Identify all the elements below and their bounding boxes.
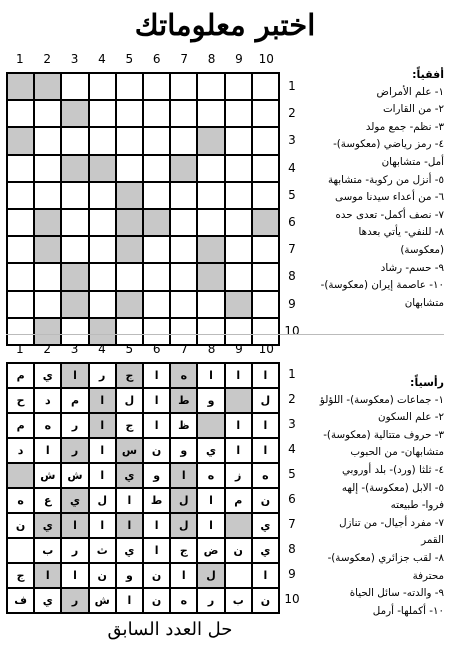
solution-cell: ل — [170, 513, 197, 538]
solution-cell: ي — [252, 513, 279, 538]
answer-cell[interactable] — [197, 182, 224, 209]
solution-cell — [7, 463, 34, 488]
puzzle-grid — [6, 72, 280, 346]
crossword-puzzle — [6, 50, 280, 328]
answer-cell[interactable] — [34, 182, 61, 209]
answer-cell[interactable] — [89, 73, 116, 100]
across-heading: أفقياً: — [412, 68, 444, 81]
blocked-cell — [116, 209, 143, 236]
solution-cell: ي — [34, 363, 61, 388]
solution-cell: ا — [225, 413, 252, 438]
solution-cell: ا — [89, 413, 116, 438]
solution-cell: ر — [61, 413, 88, 438]
puzzle-row-number: 3 — [288, 133, 296, 148]
answer-cell[interactable] — [252, 155, 279, 182]
solution-cell: ا — [34, 563, 61, 588]
answer-cell[interactable] — [61, 209, 88, 236]
answer-cell[interactable] — [225, 209, 252, 236]
puzzle-column-number: 8 — [207, 52, 216, 66]
solution-cell: و — [143, 463, 170, 488]
puzzle-column-number: 3 — [70, 52, 79, 66]
column-numbers — [6, 50, 280, 68]
answer-cell[interactable] — [7, 291, 34, 318]
solution-cell: ض — [197, 538, 224, 563]
solution-cell: م — [7, 413, 34, 438]
solution-cell: ه — [34, 413, 61, 438]
solution-cell: ه — [170, 363, 197, 388]
answer-cell[interactable] — [170, 100, 197, 127]
puzzle-row-number: 10 — [284, 323, 300, 338]
solution-cell: ل — [252, 388, 279, 413]
solution-cell: ه — [7, 488, 34, 513]
answer-cell[interactable] — [170, 291, 197, 318]
puzzle-row-number: 2 — [288, 106, 296, 121]
answer-cell[interactable] — [170, 263, 197, 290]
answer-cell[interactable] — [61, 73, 88, 100]
solution-cell: ر — [61, 588, 88, 613]
solution-cell: ن — [7, 513, 34, 538]
answer-cell[interactable] — [225, 127, 252, 154]
answer-cell[interactable] — [197, 73, 224, 100]
solution-row-number: 9 — [288, 567, 296, 581]
answer-cell[interactable] — [89, 209, 116, 236]
blocked-cell — [170, 155, 197, 182]
answer-cell[interactable] — [34, 100, 61, 127]
solution-cell: ف — [7, 588, 34, 613]
answer-cell[interactable] — [170, 73, 197, 100]
clue-line: ٥- أنزل من ركوبة- متشابهة — [328, 173, 444, 186]
solution-cell: ش — [34, 463, 61, 488]
answer-cell[interactable] — [225, 182, 252, 209]
solution-cell: م — [61, 388, 88, 413]
solution-cell: ج — [7, 563, 34, 588]
answer-cell[interactable] — [252, 127, 279, 154]
solution-cell: م — [7, 363, 34, 388]
clue-line: ٧- نصف أكمل- تعدى حده — [335, 208, 444, 221]
clue-line: ٣- حروف متتالية (معكوسة)- — [323, 428, 444, 441]
clue-line: ٨- للنفي- يأتي بعدها — [358, 226, 444, 239]
answer-cell[interactable] — [116, 73, 143, 100]
answer-cell[interactable] — [7, 263, 34, 290]
blocked-cell — [116, 291, 143, 318]
puzzle-row-number: 7 — [288, 242, 296, 257]
solution-cell: ا — [225, 438, 252, 463]
solution-cell: ي — [116, 463, 143, 488]
clue-line: ٧- مفرد أجيال- من تنازل — [339, 516, 444, 529]
solution-cell: ن — [225, 538, 252, 563]
answer-cell[interactable] — [89, 291, 116, 318]
answer-cell[interactable] — [7, 236, 34, 263]
answer-cell[interactable] — [252, 100, 279, 127]
clue-line: ٦- من أعداء سيدنا موسى — [335, 191, 444, 204]
solution-cell: ا — [116, 513, 143, 538]
solution-column-number: 1 — [15, 342, 24, 356]
solution-row-number: 6 — [288, 492, 296, 506]
answer-cell[interactable] — [197, 291, 224, 318]
puzzle-row-number: 6 — [288, 214, 296, 229]
solution-cell: ي — [116, 538, 143, 563]
solution-cell: ا — [61, 563, 88, 588]
solution-cell: ر — [61, 438, 88, 463]
solution-cell: ا — [143, 413, 170, 438]
clue-line: ٤- ثلثا (ورد)- بلد أوروبي — [341, 463, 444, 476]
answer-cell[interactable] — [143, 291, 170, 318]
clue-line: متشابهان- من الحبوب — [350, 446, 444, 459]
answer-cell[interactable] — [197, 100, 224, 127]
solution-cell: ا — [197, 513, 224, 538]
solution-cell: ج — [116, 363, 143, 388]
solution-cell: ا — [225, 363, 252, 388]
answer-cell[interactable] — [89, 182, 116, 209]
puzzle-row-number: 8 — [288, 269, 296, 284]
solution-cell: ا — [143, 388, 170, 413]
answer-cell[interactable] — [225, 263, 252, 290]
solution-label: حل العدد السابق — [107, 619, 233, 640]
blocked-cell — [197, 263, 224, 290]
clue-line: متشابهان — [404, 296, 444, 309]
solution-cell: ر — [89, 363, 116, 388]
clue-line: ٨- لقب جزائري (معكوسة)- — [327, 551, 444, 564]
blocked-cell — [61, 291, 88, 318]
answer-cell[interactable] — [225, 155, 252, 182]
clue-line: ٢- علم السكون — [378, 411, 444, 424]
solution-cell: ر — [61, 538, 88, 563]
clue-line: ١٠- أكملها- أرمل — [372, 604, 444, 617]
solution-cell: ا — [143, 513, 170, 538]
answer-cell[interactable] — [170, 127, 197, 154]
blocked-cell — [61, 263, 88, 290]
solution-row-number: 8 — [288, 542, 296, 556]
solution-cell: ي — [61, 488, 88, 513]
solution-cell: م — [225, 488, 252, 513]
solution-cell: ط — [143, 488, 170, 513]
blocked-cell — [116, 182, 143, 209]
clue-line: أمل- متشابهان — [381, 155, 444, 168]
answer-cell[interactable] — [34, 291, 61, 318]
puzzle-column-number: 1 — [15, 52, 24, 66]
solution-cell: ا — [143, 538, 170, 563]
answer-cell[interactable] — [197, 155, 224, 182]
solution-cell: ا — [197, 488, 224, 513]
solution-cell: ن — [89, 563, 116, 588]
clue-line: ١- علم الأمراض — [376, 85, 444, 98]
solution-row-number: 10 — [284, 592, 300, 606]
solution-cell: ش — [61, 463, 88, 488]
blocked-cell — [34, 236, 61, 263]
blocked-cell — [61, 155, 88, 182]
solution-cell: س — [116, 438, 143, 463]
across-clues — [298, 66, 444, 312]
answer-cell[interactable] — [61, 182, 88, 209]
solution-row-number: 3 — [288, 417, 296, 431]
answer-cell[interactable] — [7, 155, 34, 182]
blocked-cell — [34, 209, 61, 236]
answer-cell[interactable] — [116, 155, 143, 182]
solution-cell — [7, 538, 34, 563]
answer-cell[interactable] — [252, 182, 279, 209]
previous-solution — [6, 340, 280, 610]
blocked-cell — [197, 236, 224, 263]
answer-cell[interactable] — [89, 236, 116, 263]
answer-cell[interactable] — [116, 263, 143, 290]
solution-cell: ج — [170, 538, 197, 563]
solution-cell: ي — [34, 513, 61, 538]
solution-cell: ا — [89, 388, 116, 413]
answer-cell[interactable] — [170, 236, 197, 263]
clue-line: ٢- من القارات — [382, 103, 444, 116]
solution-cell: ي — [34, 588, 61, 613]
answer-cell[interactable] — [61, 127, 88, 154]
solution-cell: ه — [252, 463, 279, 488]
solution-column-number: 2 — [43, 342, 51, 356]
puzzle-row-number: 5 — [288, 187, 296, 202]
clue-line: القمر — [421, 534, 444, 547]
answer-cell[interactable] — [89, 263, 116, 290]
solution-column-number: 5 — [125, 342, 134, 356]
blocked-cell — [252, 209, 279, 236]
section-divider — [6, 334, 444, 335]
solution-cell: ا — [252, 413, 279, 438]
solution-column-number: 8 — [207, 342, 216, 356]
answer-cell[interactable] — [61, 236, 88, 263]
solution-cell: ا — [61, 363, 88, 388]
solution-cell — [225, 563, 252, 588]
solution-column-number: 4 — [98, 342, 106, 356]
puzzle-column-number: 5 — [125, 52, 134, 66]
solution-cell: ع — [34, 488, 61, 513]
puzzle-row-number: 4 — [288, 160, 296, 175]
answer-cell[interactable] — [252, 263, 279, 290]
clue-line: ٩- حسم- رشاد — [380, 261, 444, 274]
solution-cell: ظ — [170, 413, 197, 438]
answer-cell[interactable] — [116, 127, 143, 154]
solution-row-number: 2 — [288, 392, 296, 406]
solution-cell: ن — [143, 438, 170, 463]
clue-line: (معكوسة) — [400, 243, 444, 256]
solution-cell: ب — [34, 538, 61, 563]
solution-cell: ا — [143, 363, 170, 388]
solution-cell: ج — [116, 413, 143, 438]
puzzle-column-number: 7 — [180, 52, 188, 66]
solution-cell: ش — [89, 588, 116, 613]
solution-cell: ا — [252, 563, 279, 588]
answer-cell[interactable] — [143, 236, 170, 263]
clue-line: ٩- والدته- سائل الحياة — [349, 587, 444, 600]
solution-cell — [225, 388, 252, 413]
solution-cell: ا — [116, 488, 143, 513]
answer-cell[interactable] — [34, 263, 61, 290]
solution-cell: ن — [143, 563, 170, 588]
solution-cell: ه — [170, 588, 197, 613]
puzzle-row-number: 1 — [288, 79, 296, 93]
blocked-cell — [61, 100, 88, 127]
solution-cell: ه — [197, 463, 224, 488]
solution-cell: ل — [116, 388, 143, 413]
answer-cell[interactable] — [170, 209, 197, 236]
solution-cell: ط — [170, 388, 197, 413]
solution-row-number: 7 — [288, 517, 296, 531]
clue-line: ١٠- عاصمة إيران (معكوسة)- — [320, 279, 444, 292]
solution-cell: ح — [7, 388, 34, 413]
solution-cell: ا — [170, 563, 197, 588]
blocked-cell — [225, 291, 252, 318]
blocked-cell — [116, 236, 143, 263]
solution-cell: ا — [89, 463, 116, 488]
solution-cell: و — [116, 563, 143, 588]
solution-row-number: 1 — [288, 367, 296, 381]
answer-cell[interactable] — [34, 155, 61, 182]
answer-cell[interactable] — [225, 236, 252, 263]
blocked-cell — [197, 127, 224, 154]
solution-cell: ا — [89, 438, 116, 463]
solution-cell: ن — [252, 588, 279, 613]
puzzle-column-number: 2 — [43, 52, 51, 66]
solution-row-number: 4 — [288, 442, 296, 456]
puzzle-column-number: 4 — [98, 52, 106, 66]
puzzle-column-number: 9 — [235, 52, 243, 66]
clue-line: ٥- الابل (معكوسة)- إلهه — [341, 481, 444, 494]
solution-cell: ل — [197, 563, 224, 588]
answer-cell[interactable] — [7, 182, 34, 209]
solution-cell: ر — [197, 588, 224, 613]
solution-cell: و — [170, 438, 197, 463]
solution-cell: ن — [252, 488, 279, 513]
answer-cell[interactable] — [143, 263, 170, 290]
solution-cell: ل — [170, 488, 197, 513]
answer-cell[interactable] — [34, 127, 61, 154]
clue-line: محترفة — [412, 569, 444, 582]
solution-column-number: 7 — [180, 342, 188, 356]
answer-cell[interactable] — [197, 209, 224, 236]
answer-cell[interactable] — [116, 100, 143, 127]
solution-cell: ي — [197, 438, 224, 463]
solution-cell: ا — [61, 513, 88, 538]
solution-row-number: 5 — [288, 467, 296, 481]
solution-cell — [197, 413, 224, 438]
solution-cell: د — [7, 438, 34, 463]
answer-cell[interactable] — [252, 291, 279, 318]
answer-cell[interactable] — [170, 182, 197, 209]
answer-cell[interactable] — [252, 236, 279, 263]
answer-cell[interactable] — [7, 209, 34, 236]
solution-cell: ا — [34, 438, 61, 463]
solution-cell: ا — [252, 438, 279, 463]
solution-cell — [225, 513, 252, 538]
answer-cell[interactable] — [143, 155, 170, 182]
solution-cell: ل — [89, 488, 116, 513]
clue-line: ١- جماعات (معكوسة)- اللؤلؤ — [319, 393, 444, 406]
down-clues — [298, 374, 444, 620]
puzzle-column-number: 6 — [152, 52, 161, 66]
solution-cell: ا — [197, 363, 224, 388]
solution-grid — [6, 362, 280, 614]
answer-cell[interactable] — [89, 100, 116, 127]
blocked-cell — [7, 127, 34, 154]
clue-line: فروا- طبيعته — [390, 499, 444, 512]
solution-column-number: 10 — [258, 342, 274, 356]
solution-cell: ا — [89, 513, 116, 538]
blocked-cell — [89, 155, 116, 182]
answer-cell[interactable] — [143, 127, 170, 154]
answer-cell[interactable] — [252, 73, 279, 100]
solution-cell: ن — [143, 588, 170, 613]
solution-cell: ا — [252, 363, 279, 388]
clue-line: ٤- رمز رياضي (معكوسة)- — [333, 138, 444, 151]
puzzle-column-number: 10 — [258, 52, 274, 66]
solution-cell: ا — [170, 463, 197, 488]
solution-cell: ث — [89, 538, 116, 563]
solution-cell: ا — [116, 588, 143, 613]
solution-column-number: 9 — [235, 342, 243, 356]
blocked-cell — [34, 73, 61, 100]
clue-line: ٣- نظم- جمع مولد — [365, 120, 444, 133]
answer-cell[interactable] — [143, 182, 170, 209]
solution-column-number: 6 — [152, 342, 161, 356]
solution-column-number: 3 — [70, 342, 79, 356]
solution-column-numbers — [6, 340, 280, 358]
blocked-cell — [143, 209, 170, 236]
answer-cell[interactable] — [225, 100, 252, 127]
solution-cell: ي — [252, 538, 279, 563]
answer-cell[interactable] — [143, 100, 170, 127]
solution-cell: و — [197, 388, 224, 413]
page-title: اختبر معلوماتك — [134, 8, 316, 42]
answer-cell[interactable] — [143, 73, 170, 100]
down-heading: رأسياً: — [410, 376, 444, 389]
puzzle-row-number: 9 — [288, 296, 296, 311]
answer-cell[interactable] — [225, 73, 252, 100]
answer-cell[interactable] — [7, 100, 34, 127]
answer-cell[interactable] — [89, 127, 116, 154]
blocked-cell — [7, 73, 34, 100]
solution-cell: ز — [225, 463, 252, 488]
solution-cell: د — [34, 388, 61, 413]
solution-cell: ب — [225, 588, 252, 613]
